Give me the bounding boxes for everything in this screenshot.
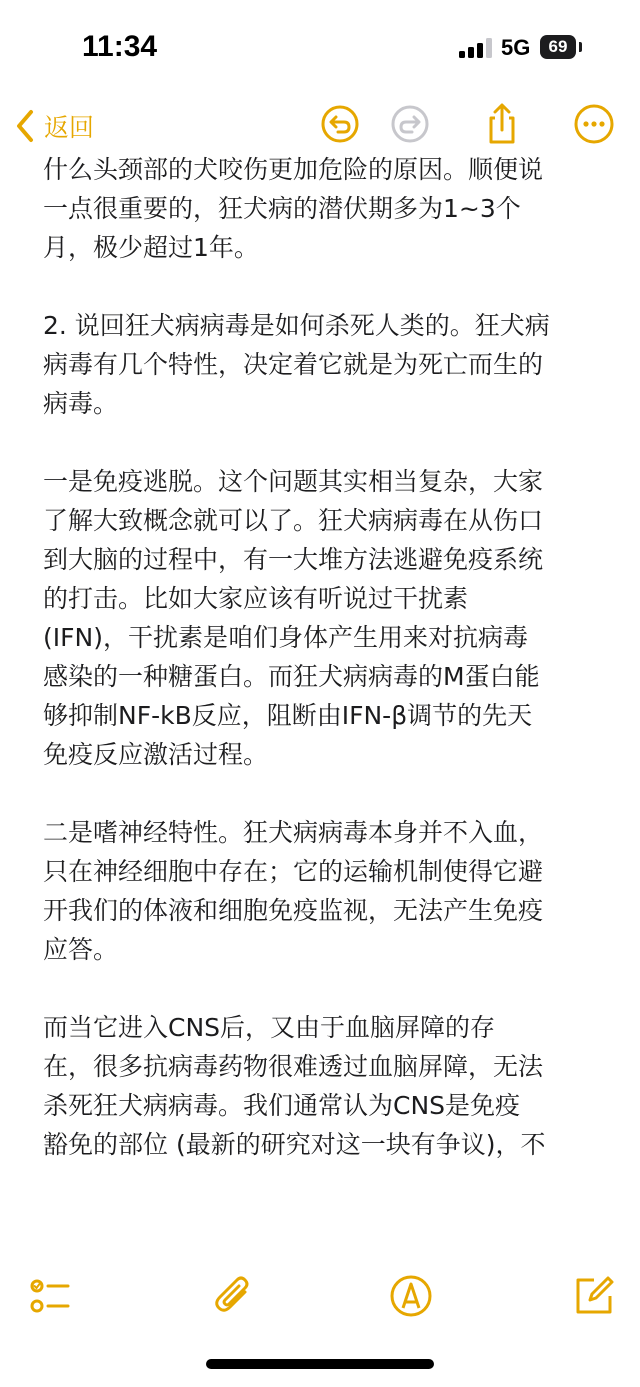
undo-icon[interactable] [318, 102, 362, 146]
note-line: 病毒。 [43, 389, 119, 418]
battery-icon: 69 [540, 35, 576, 59]
note-line: 应答。 [43, 935, 119, 964]
note-line: 病毒有几个特性，决定着它就是为死亡而生的 [43, 350, 544, 379]
note-line: 一点很重要的，狂犬病的潜伏期多为1~3个 [43, 194, 521, 223]
share-icon[interactable] [480, 102, 524, 146]
note-line: (IFN)，干扰素是咱们身体产生用来对抗病毒 [43, 623, 528, 652]
note-line: 月，极少超过1年。 [43, 233, 259, 262]
note-line: 只在神经细胞中存在；它的运输机制使得它避 [43, 857, 544, 886]
cellular-signal-icon [459, 38, 493, 58]
status-bar [0, 0, 640, 96]
back-button[interactable] [14, 104, 94, 148]
note-line: 什么头颈部的犬咬伤更加危险的原因。顺便说 [43, 155, 544, 184]
attachment-icon[interactable] [210, 1272, 258, 1320]
note-line: 感染的一种糖蛋白。而狂犬病病毒的M蛋白能 [43, 662, 540, 691]
status-time: 11:34 [82, 30, 158, 63]
note-body[interactable] [43, 150, 603, 1203]
bottom-toolbar [0, 1262, 640, 1332]
more-icon[interactable] [572, 102, 616, 146]
checklist-icon[interactable] [26, 1272, 74, 1320]
note-paragraph [43, 813, 603, 969]
back-label: 返回 [44, 114, 95, 142]
network-type: 5G [501, 35, 531, 60]
note-line: 到大脑的过程中，有一大堆方法逃避免疫系统 [43, 545, 544, 574]
note-line: 在，很多抗病毒药物很难透过血脑屏障，无法 [43, 1052, 544, 1081]
nav-bar [0, 96, 640, 156]
note-paragraph [43, 150, 603, 267]
note-line: 2. 说回狂犬病病毒是如何杀死人类的。狂犬病 [43, 311, 550, 340]
note-paragraph [43, 462, 603, 774]
redo-icon[interactable] [388, 102, 432, 146]
home-indicator [206, 1359, 434, 1369]
note-line: 免疫反应激活过程。 [43, 740, 269, 769]
note-line: 一是免疫逃脱。这个问题其实相当复杂，大家 [43, 467, 544, 496]
note-line: 了解大致概念就可以了。狂犬病病毒在从伤口 [43, 506, 544, 535]
note-line: 而当它进入CNS后，又由于血脑屏障的存 [43, 1013, 496, 1042]
note-line: 的打击。比如大家应该有听说过干扰素 [43, 584, 469, 613]
chevron-left-icon [14, 108, 36, 144]
note-line: 够抑制NF-kB反应，阻断由IFN-β调节的先天 [43, 701, 533, 730]
note-line: 豁免的部位 (最新的研究对这一块有争议)，不 [43, 1130, 546, 1159]
note-line: 开我们的体液和细胞免疫监视，无法产生免疫 [43, 896, 544, 925]
compose-icon[interactable] [570, 1272, 618, 1320]
note-line: 二是嗜神经特性。狂犬病病毒本身并不入血， [43, 818, 544, 847]
note-line: 杀死狂犬病病毒。我们通常认为CNS是免疫 [43, 1091, 521, 1120]
markup-icon[interactable] [387, 1272, 435, 1320]
battery-cap [579, 42, 582, 52]
note-paragraph [43, 1008, 603, 1164]
note-paragraph [43, 306, 603, 423]
